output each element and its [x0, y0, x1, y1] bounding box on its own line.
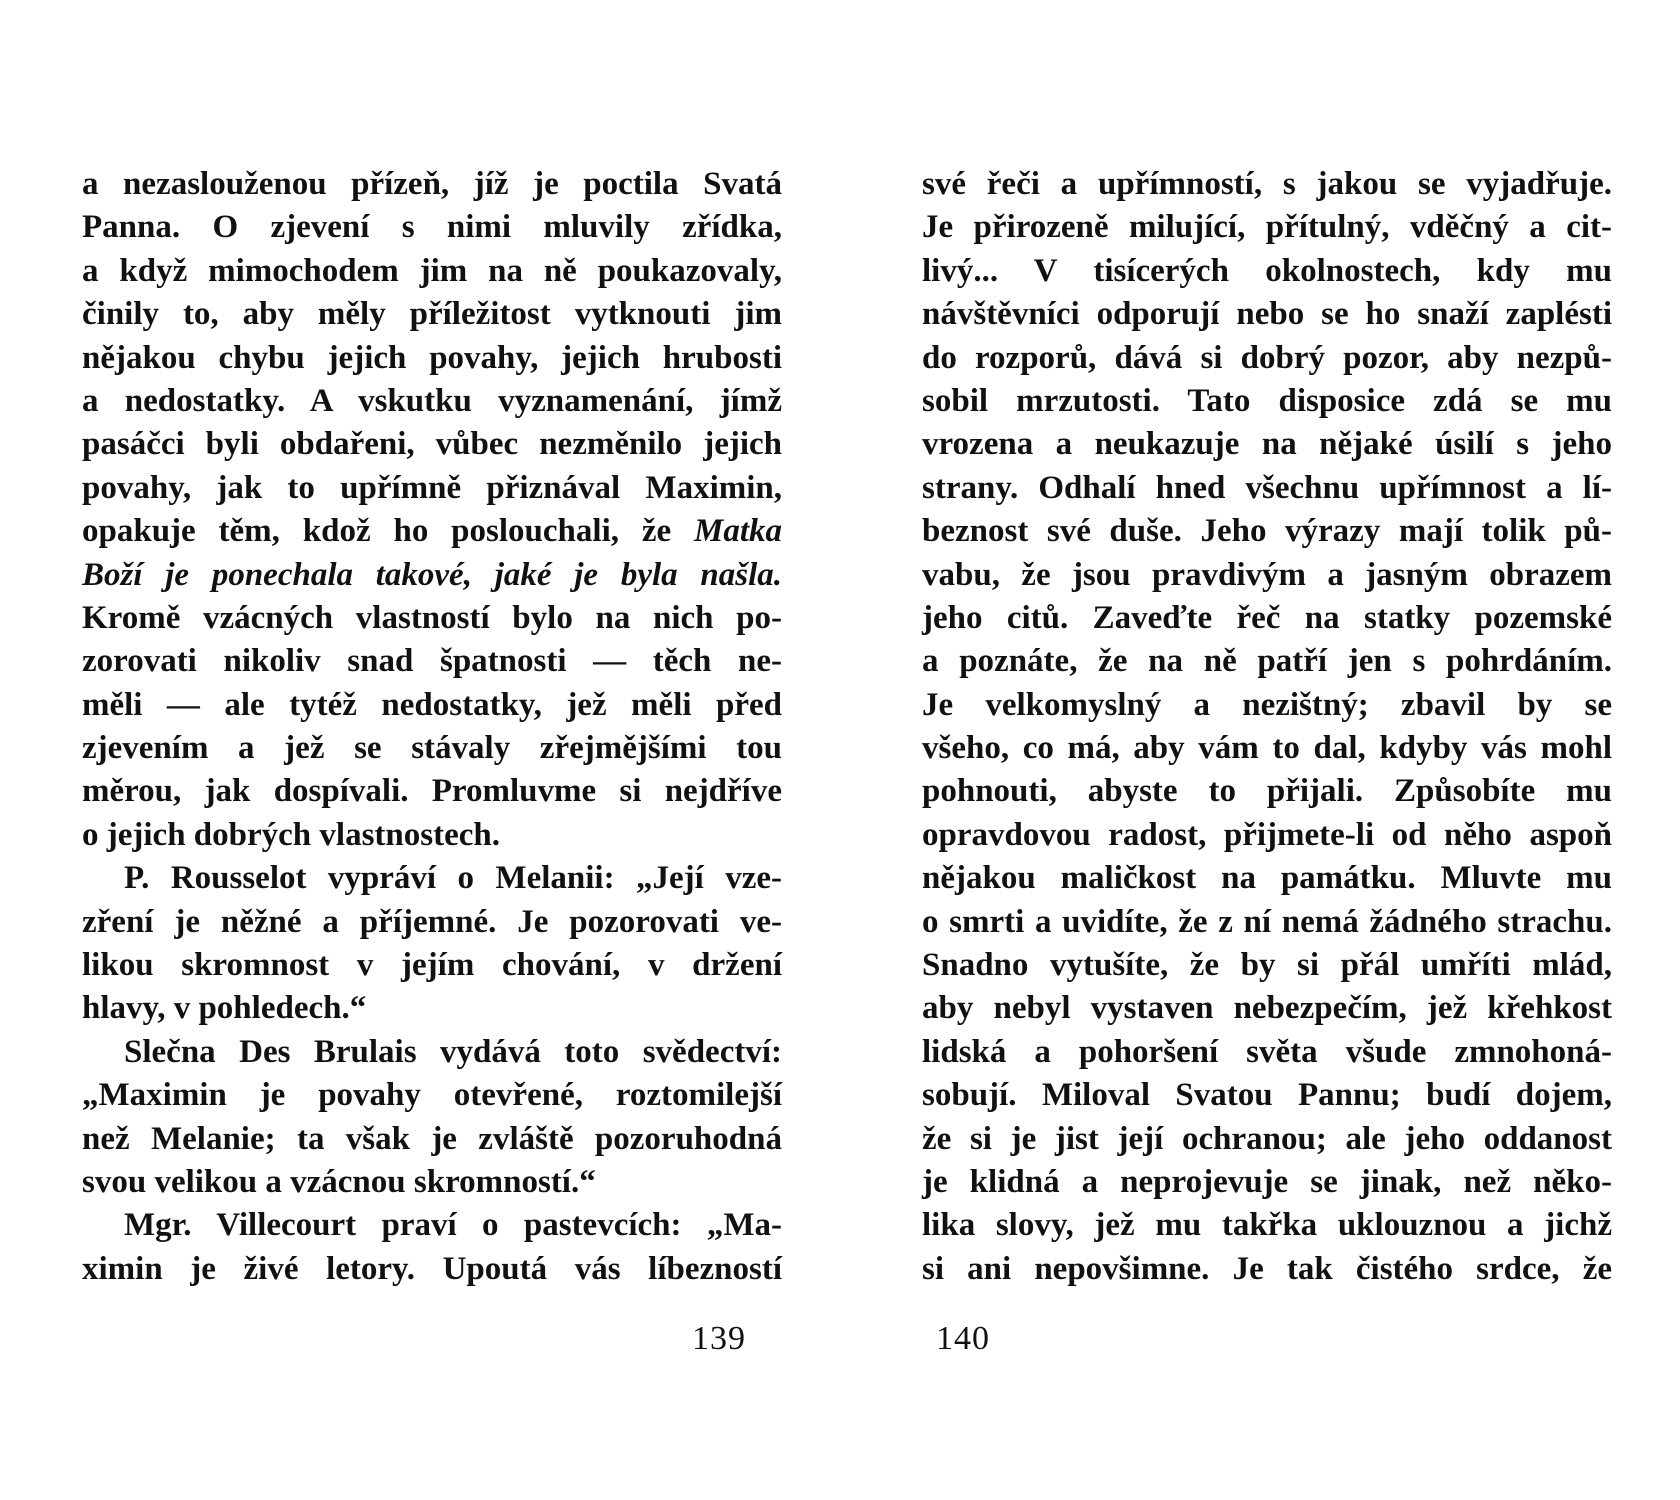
- text-line: že si je jist její ochranou; ale jeho oddanost: [922, 1120, 1612, 1157]
- text-line: svou velikou a vzácnou skromností.“: [82, 1163, 596, 1200]
- text-line: měrou, jak dospívali. Promluvme si nejdříve: [82, 773, 782, 810]
- paragraph-start-line: Slečna Des Brulais vydává toto svědectví:: [124, 1033, 782, 1070]
- text-line: nějakou chybu jejich povahy, jejich hrubosti: [82, 339, 782, 376]
- text-line-mixed: [82, 510, 782, 553]
- text-line: hlavy, v pohledech.“: [82, 990, 367, 1027]
- text-line: zorovati nikoliv snad špatnosti — těch ne-: [82, 643, 782, 680]
- text-line: pohnouti, abyste to přijali. Způsobíte mu: [922, 773, 1612, 810]
- text-line: Snadno vytušíte, že by si přál umříti mlád,: [922, 947, 1612, 984]
- text-line: a poznáte, že na ně patří jen s pohrdáním.: [922, 643, 1612, 680]
- left-page: [82, 163, 782, 1291]
- text-line: a nezaslouženou přízeň, jíž je poctila Svatá: [82, 166, 782, 202]
- text-line: je klidná a neprojevuje se jinak, než něko-: [922, 1163, 1612, 1200]
- text-line: sobil mrzutosti. Tato disposice zdá se mu: [922, 382, 1612, 419]
- text-line: Je velkomyslný a nezištný; zbavil by se: [922, 686, 1612, 723]
- text-line: zření je něžné a příjemné. Je pozorovati ve-: [82, 903, 782, 940]
- text-line: měli — ale tytéž nedostatky, jež měli před: [82, 686, 782, 723]
- page-number-right: 140: [936, 1320, 990, 1357]
- paragraph-start-line: P. Rousselot vypráví o Melanii: „Její vze-: [124, 860, 782, 897]
- text-line: a když mimochodem jim na ně poukazovaly,: [82, 252, 782, 289]
- text-line: lika slovy, jež mu takřka uklouznou a jichž: [922, 1207, 1612, 1244]
- text-line: o smrti a uvidíte, že z ní nemá žádného strachu.: [922, 903, 1612, 940]
- text-line: livý... V tisícerých okolnostech, kdy mu: [922, 252, 1612, 289]
- text-line: Kromě vzácných vlastností bylo na nich po-: [82, 599, 782, 636]
- text-line: „Maximin je povahy otevřené, roztomilejší: [82, 1077, 782, 1114]
- paragraph-start-line: Mgr. Villecourt praví o pastevcích: „Ma-: [124, 1207, 782, 1244]
- text-line: si ani nepovšimne. Je tak čistého srdce, že: [922, 1250, 1612, 1287]
- italic-quote-line: Boží je ponechala takové, jaké je byla našla.: [82, 556, 782, 593]
- text-line: své řeči a upřímností, s jakou se vyjadřuje.: [922, 166, 1612, 202]
- text-line: jeho citů. Zaveďte řeč na statky pozemské: [922, 599, 1612, 636]
- text-line: opravdovou radost, přijmete-li od něho aspoň: [922, 816, 1612, 853]
- text-line: pasáčci byli obdařeni, vůbec nezměnilo jejich: [82, 426, 782, 463]
- text-line: lidská a pohoršení světa všude zmnohoná-: [922, 1033, 1612, 1070]
- right-page: [922, 163, 1612, 1291]
- italic-quote-start: Matka: [694, 513, 783, 550]
- text-line: návštěvníci odporují nebo se ho snaží zaplésti: [922, 296, 1612, 333]
- text-line: všeho, co má, aby vám to dal, kdyby vás mohl: [922, 730, 1612, 767]
- text-line: beznost své duše. Jeho výrazy mají tolik pů-: [922, 513, 1612, 550]
- text-line: do rozporů, dává si dobrý pozor, aby nezpů-: [922, 339, 1612, 376]
- text-line: likou skromnost v jejím chování, v držení: [82, 947, 782, 984]
- text-line: o jejich dobrých vlastnostech.: [82, 816, 500, 853]
- text-line: povahy, jak to upřímně přiznával Maximin,: [82, 469, 782, 506]
- text-line: Je přirozeně milující, přítulný, vděčný a cit-: [922, 209, 1612, 246]
- text-line: strany. Odhalí hned všechnu upřímnost a lí-: [922, 469, 1612, 506]
- text-line: Panna. O zjevení s nimi mluvily zřídka,: [82, 209, 782, 246]
- text-line: vrozena a neukazuje na nějaké úsilí s jeho: [922, 426, 1612, 463]
- text-line: ximin je živé letory. Upoutá vás líbezností: [82, 1250, 782, 1287]
- text-line: sobují. Miloval Svatou Pannu; budí dojem,: [922, 1077, 1612, 1114]
- text-line: nějakou maličkost na památku. Mluvte mu: [922, 860, 1612, 897]
- text-line: než Melanie; ta však je zvláště pozoruhodná: [82, 1120, 782, 1157]
- text-line: činily to, aby měly příležitost vytknouti jim: [82, 296, 782, 333]
- page-number-left: 139: [692, 1320, 746, 1357]
- text-line: aby nebyl vystaven nebezpečím, jež křehkost: [922, 990, 1612, 1027]
- text-line: vabu, že jsou pravdivým a jasným obrazem: [922, 556, 1612, 593]
- text-line-start: opakuje těm, kdož ho poslouchali, že: [82, 513, 672, 550]
- text-line: zjevením a jež se stávaly zřejmějšími tou: [82, 730, 782, 767]
- text-line: a nedostatky. A vskutku vyznamenání, jímž: [82, 382, 782, 419]
